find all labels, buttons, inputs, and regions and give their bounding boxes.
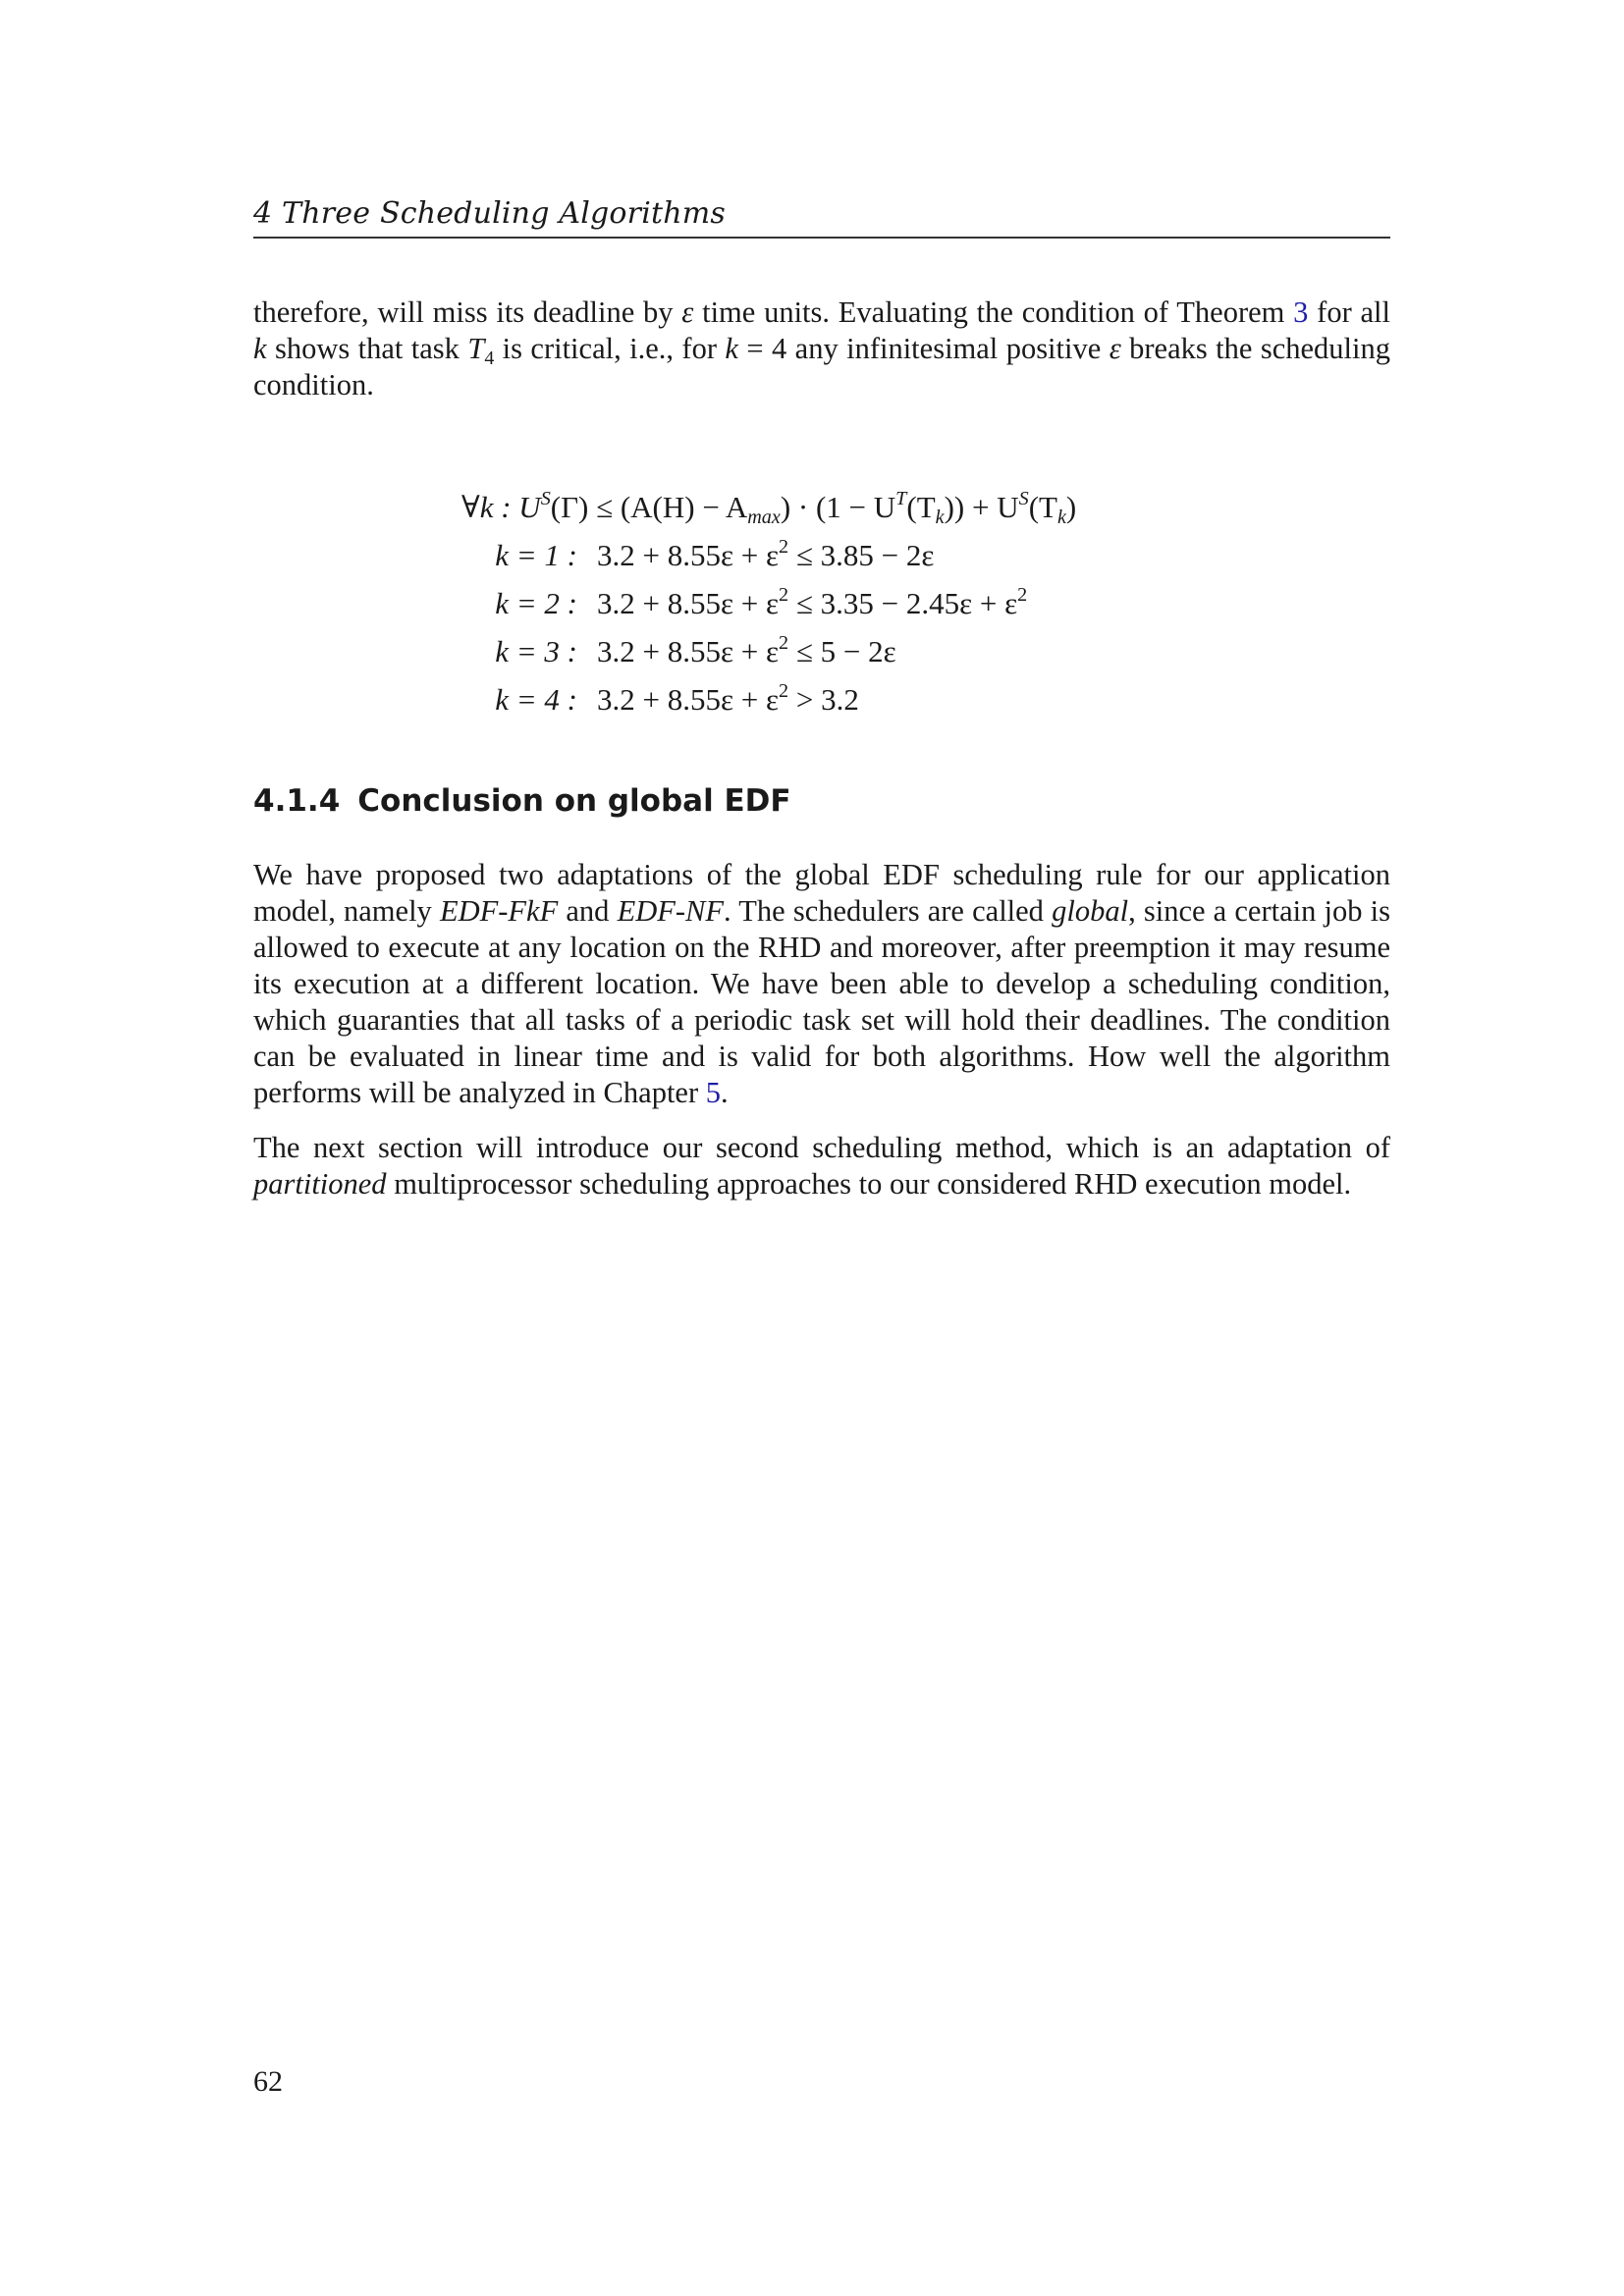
equation-part: (T: [906, 490, 936, 524]
text-span: for all: [1308, 295, 1390, 329]
equation-subscript: max: [747, 507, 781, 529]
equation-part: ): [1065, 490, 1077, 524]
equation-label: k = 1 :: [495, 538, 577, 572]
equation-part: ) · (1 − U: [780, 490, 896, 524]
equation-label: k = 3 :: [495, 634, 577, 668]
text-span: and: [558, 894, 618, 928]
variable-k: k: [725, 332, 738, 365]
text-span: .: [720, 1076, 729, 1109]
equation-row-k3: [461, 627, 1076, 675]
equation-superscript: T: [895, 487, 907, 509]
text-span: shows that task: [266, 332, 468, 365]
paragraph-conclusion: [253, 857, 1390, 1111]
text-span: The next section will introduce our second scheduling method, which is an adaptation of: [253, 1131, 1390, 1164]
equation-label: k = 4 :: [495, 682, 577, 717]
term-edf-nf: EDF-NF: [617, 894, 725, 928]
term-edf-fkf: EDF-FkF: [439, 894, 559, 928]
text-span: multiprocessor scheduling approaches to our considered RHD execution model.: [386, 1167, 1352, 1201]
equation-part: (T: [1028, 490, 1057, 524]
equation-part: )) + U: [944, 490, 1019, 524]
text-span: = 4 any infinitesimal positive: [737, 332, 1110, 365]
equation-exponent: 2: [1017, 583, 1028, 606]
equation-block: [461, 483, 1076, 723]
section-heading: [253, 781, 791, 821]
equation-lhs: 3.2 + 8.55ε + ε: [597, 586, 780, 620]
equation-exponent: 2: [779, 679, 789, 702]
task-subscript: 4: [484, 347, 495, 369]
equation-label: k = 2 :: [495, 586, 577, 620]
text-span: time units. Evaluating the condition of Theorem: [693, 295, 1294, 329]
equation-rhs: > 3.2: [788, 682, 859, 717]
equation-superscript: S: [540, 487, 551, 509]
paragraph-intro: [253, 294, 1390, 403]
epsilon-symbol: ε: [681, 295, 694, 329]
equation-part: (Γ) ≤ (A(H) − A: [550, 490, 748, 524]
section-number: 4.1.4: [253, 783, 341, 819]
equation-exponent: 2: [779, 631, 789, 654]
term-partitioned: partitioned: [253, 1167, 387, 1201]
section-title: Conclusion on global EDF: [357, 783, 791, 819]
variable-k: k: [253, 332, 267, 365]
text-span: is critical, i.e., for: [494, 332, 726, 365]
epsilon-symbol: ε: [1109, 332, 1121, 365]
equation-row-k1: [461, 531, 1076, 579]
text-span: , since a certain job is allowed to execute at any location on the RHD and moreover, after preemption it may resume its execution at a different location. We have been able to develop a scheduling condition, which guaranties that all tasks of a periodic task set will hold their deadlines. The condition can be evaluated in linear time and is valid for both algorithms. How well the algorithm performs will be analyzed in Chapter: [253, 894, 1390, 1109]
text-span: therefore, will miss its deadline by: [253, 295, 682, 329]
equation-exponent: 2: [779, 535, 789, 558]
paragraph-next-section: [253, 1130, 1390, 1202]
equation-condition: [461, 483, 1076, 531]
equation-row-k2: [461, 579, 1076, 627]
equation-row-k4: [461, 675, 1076, 723]
text-span: breaks the scheduling condition.: [253, 332, 1390, 401]
header-rule: [253, 237, 1390, 239]
equation-lhs: 3.2 + 8.55ε + ε: [597, 538, 780, 572]
page-number: 62: [253, 2065, 283, 2098]
equation-subscript: k: [1056, 507, 1066, 529]
term-global: global: [1052, 894, 1129, 928]
equation-lhs: 3.2 + 8.55ε + ε: [597, 682, 780, 717]
text-span: We have proposed two adaptations of the global EDF scheduling rule for our application model, namely: [253, 858, 1390, 928]
equation-rhs: ≤ 3.85 − 2ε: [788, 538, 935, 572]
theorem-link[interactable]: 3: [1293, 295, 1309, 329]
equation-lhs: 3.2 + 8.55ε + ε: [597, 634, 780, 668]
running-header: 4 Three Scheduling Algorithms: [253, 196, 727, 231]
equation-subscript: k: [935, 507, 945, 529]
equation-superscript: S: [1018, 487, 1029, 509]
equation-rhs: ≤ 3.35 − 2.45ε + ε: [788, 586, 1018, 620]
text-span: . The schedulers are called: [724, 894, 1053, 928]
equation-exponent: 2: [779, 583, 789, 606]
equation-part: ∀k : U: [461, 490, 541, 524]
equation-rhs: ≤ 5 − 2ε: [788, 634, 896, 668]
chapter-link[interactable]: 5: [705, 1076, 721, 1109]
task-symbol: T: [467, 332, 485, 365]
